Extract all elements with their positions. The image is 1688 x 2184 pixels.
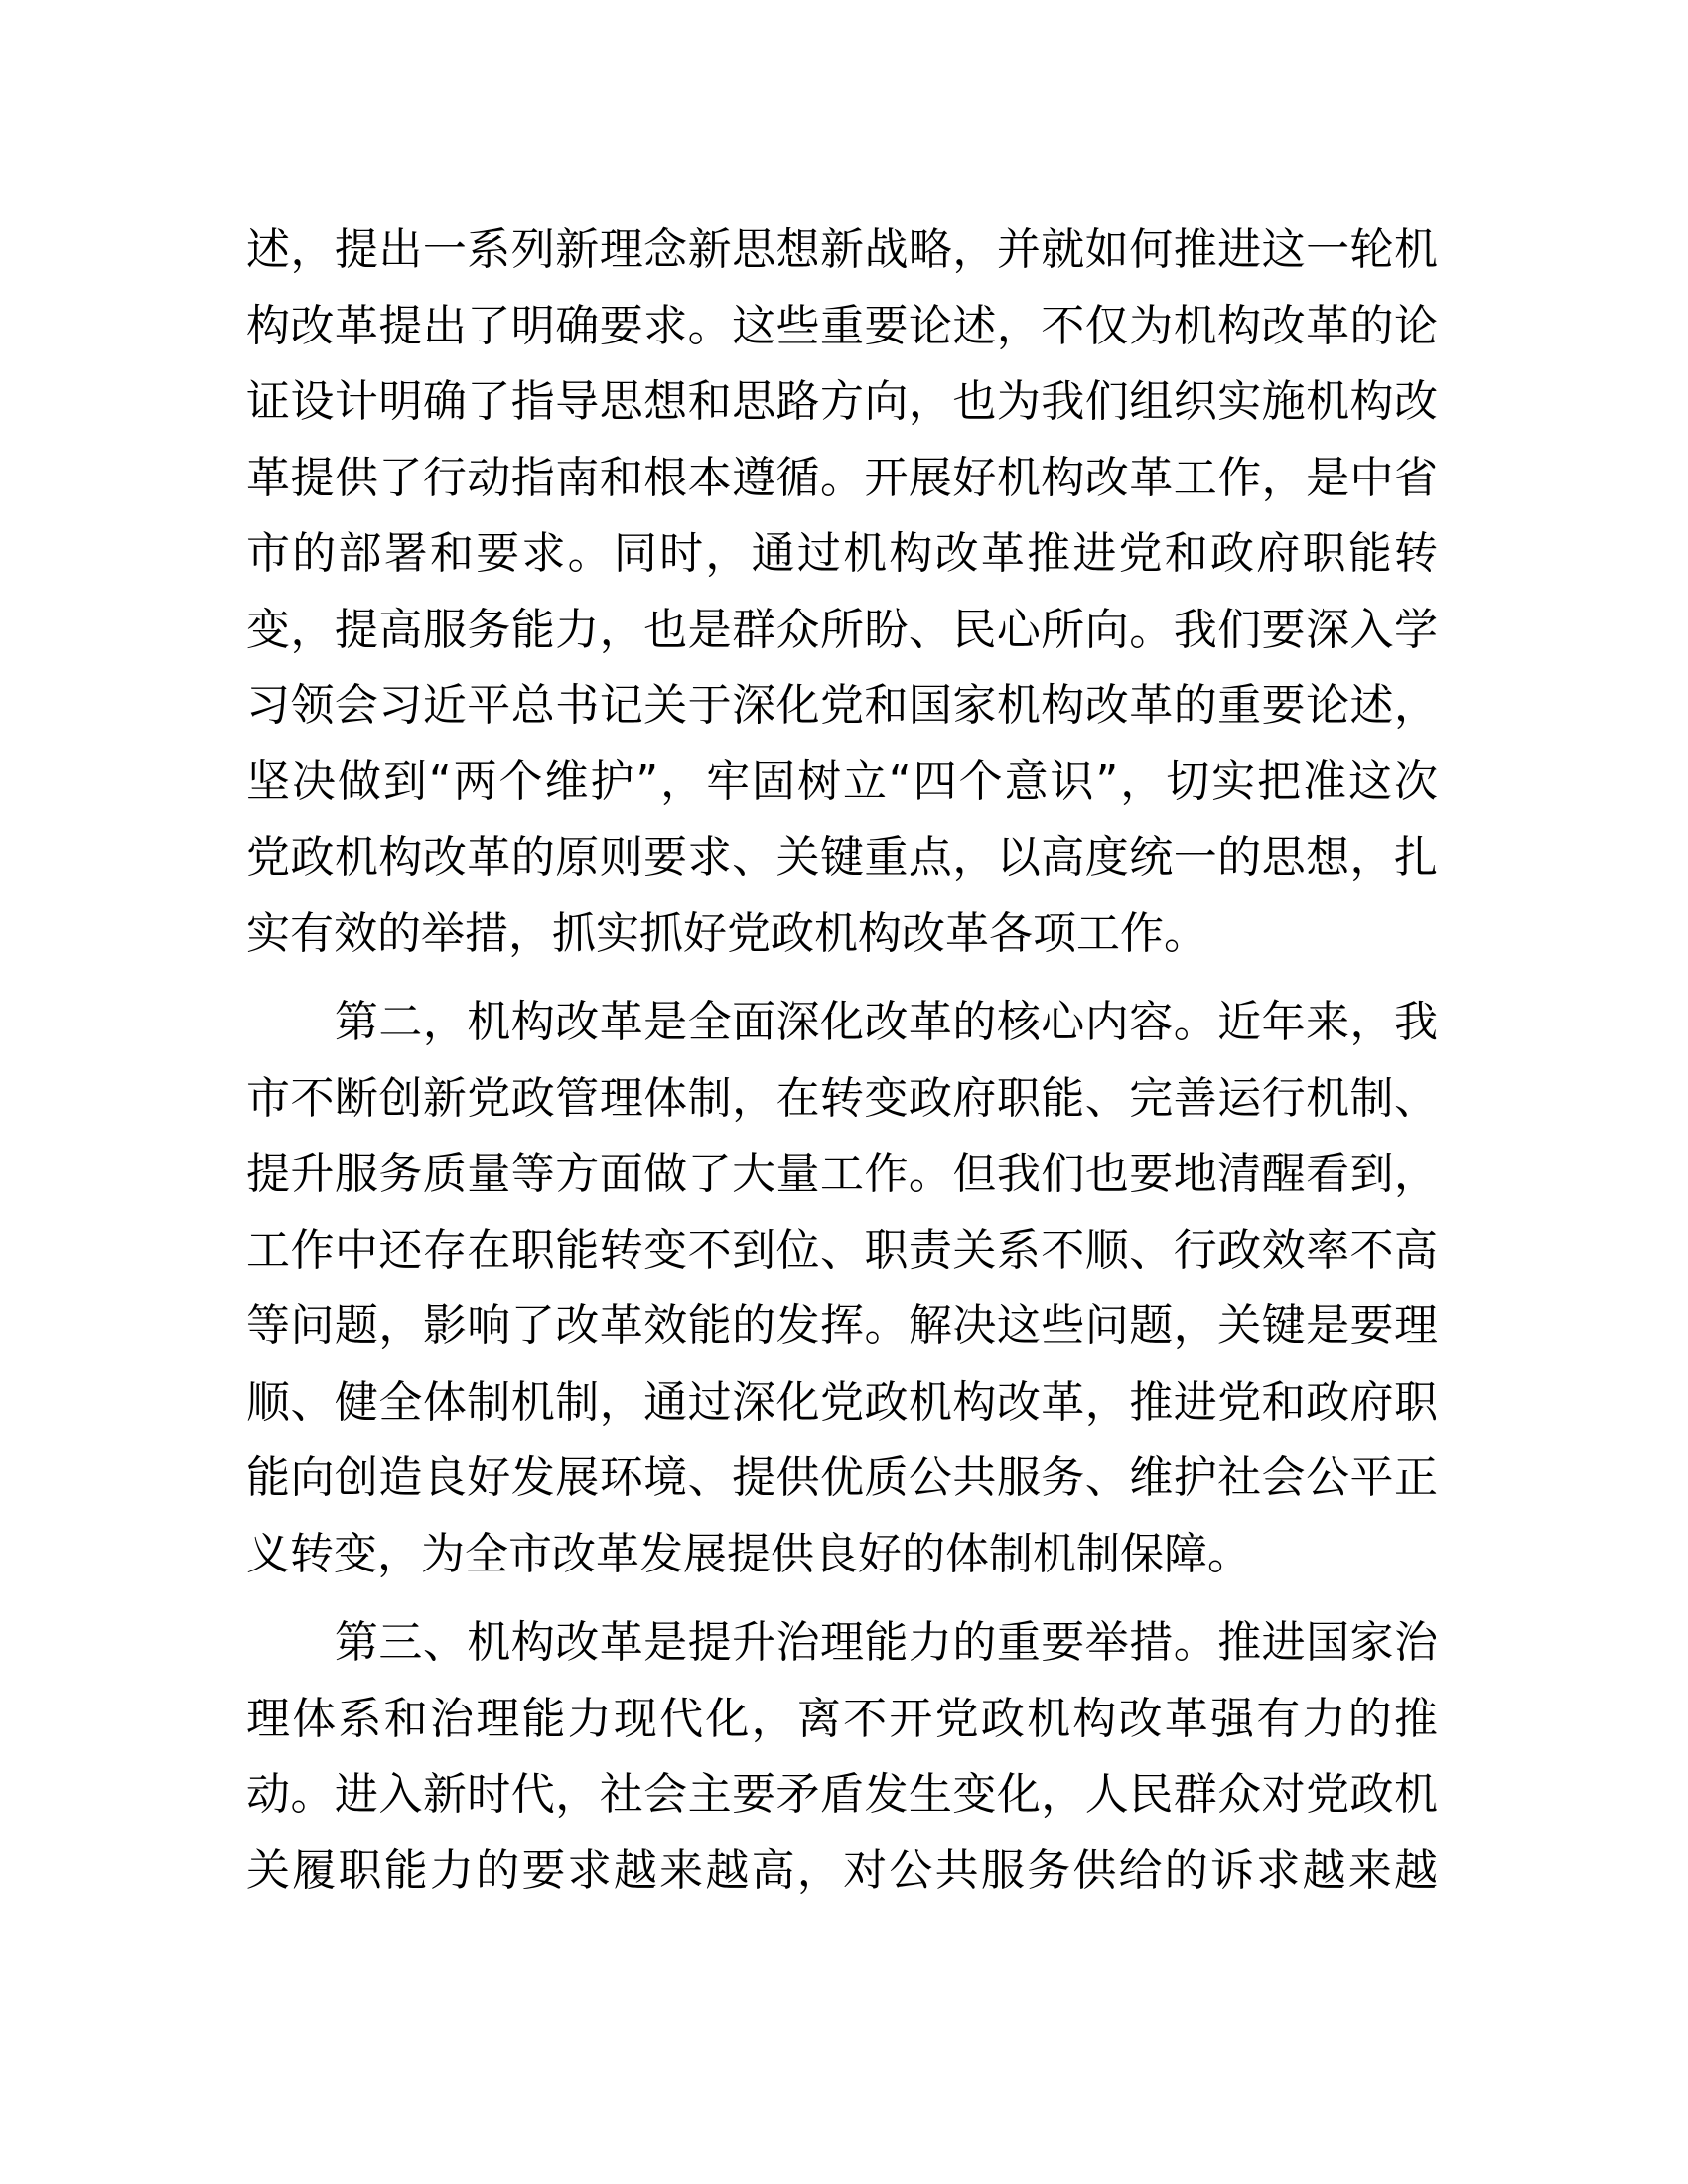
text-line: 义转变，为全市改革发展提供良好的体制机制保障。 xyxy=(246,1528,1251,1579)
text-line: 实有效的举措，抓实抓好党政机构改革各项工作。 xyxy=(246,907,1207,959)
text-line: 能向创造良好发展环境、提供优质公共服务、维护社会公平正 xyxy=(246,1452,1438,1503)
text-line: 坚决做到“两个维护”，牢固树立“四个意识”，切实把准这次 xyxy=(246,755,1438,807)
paragraph-2 xyxy=(246,985,1438,1592)
text-line: 证设计明确了指导思想和思路方向，也为我们组织实施机构改 xyxy=(246,376,1438,427)
text-line: 顺、健全体制机制，通过深化党政机构改革，推进党和政府职 xyxy=(246,1376,1438,1428)
text-line: 动。进入新时代，社会主要矛盾发生变化，人民群众对党政机 xyxy=(246,1769,1438,1820)
text-line: 革提供了行动指南和根本遵循。开展好机构改革工作，是中省 xyxy=(246,452,1438,503)
paragraph-3 xyxy=(246,1605,1438,1909)
text-line: 市的部署和要求。同时，通过机构改革推进党和政府职能转 xyxy=(246,528,1438,579)
paragraph-1 xyxy=(246,212,1438,972)
text-line: 理体系和治理能力现代化，离不开党政机构改革强有力的推 xyxy=(246,1693,1438,1744)
text-line: 等问题，影响了改革效能的发挥。解决这些问题，关键是要理 xyxy=(246,1300,1438,1351)
text-line: 变，提高服务能力，也是群众所盼、民心所向。我们要深入学 xyxy=(246,604,1438,655)
text-line: 述，提出一系列新理念新思想新战略，并就如何推进这一轮机 xyxy=(246,224,1438,275)
text-line: 构改革提出了明确要求。这些重要论述，不仅为机构改革的论 xyxy=(246,300,1438,351)
body-text xyxy=(246,212,1438,1922)
text-line: 第三、机构改革是提升治理能力的重要举措。推进国家治 xyxy=(246,1617,1438,1668)
text-line: 提升服务质量等方面做了大量工作。但我们也要地清醒看到， xyxy=(246,1149,1438,1199)
text-line: 工作中还存在职能转变不到位、职责关系不顺、行政效率不高 xyxy=(246,1224,1438,1276)
text-line: 关履职能力的要求越来越高，对公共服务供给的诉求越来越 xyxy=(246,1844,1438,1896)
text-line: 习领会习近平总书记关于深化党和国家机构改革的重要论述， xyxy=(246,680,1438,731)
text-line: 市不断创新党政管理体制，在转变政府职能、完善运行机制、 xyxy=(246,1072,1438,1124)
text-line: 第二，机构改革是全面深化改革的核心内容。近年来，我 xyxy=(246,997,1438,1047)
text-line: 党政机构改革的原则要求、关键重点，以高度统一的思想，扎 xyxy=(246,832,1438,883)
